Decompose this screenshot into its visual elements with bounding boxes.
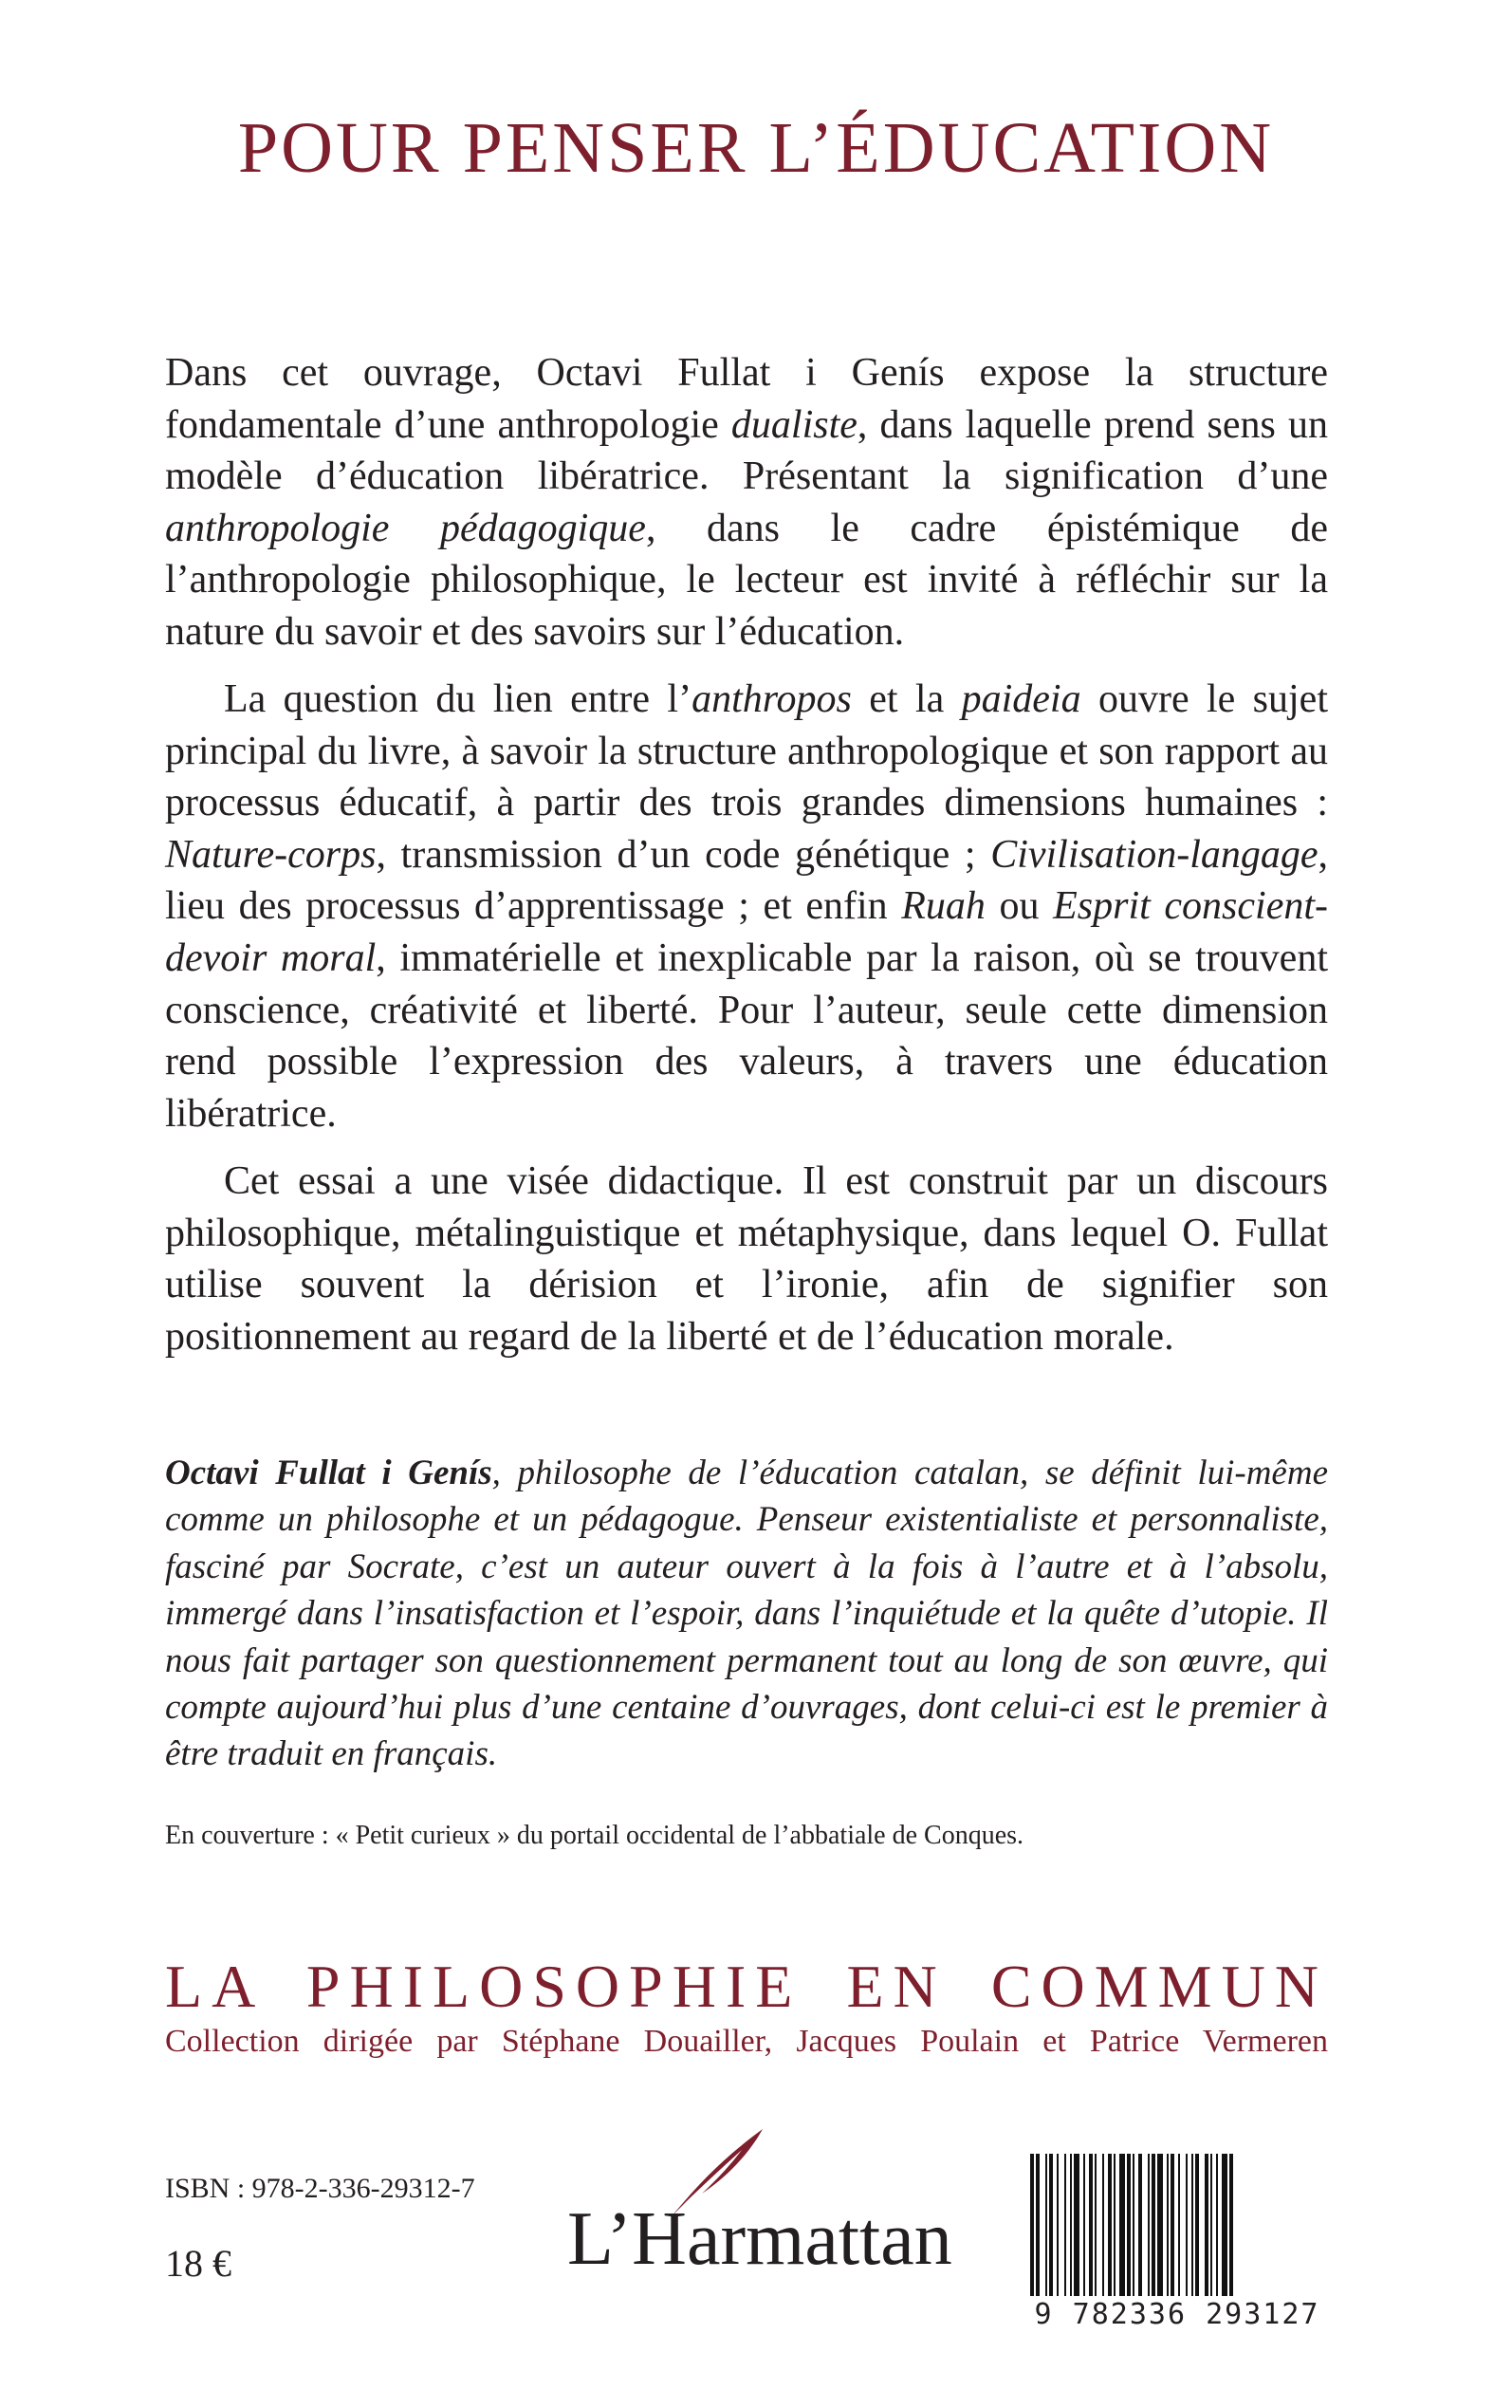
p2-run: Esprit conscient-devoir moral: [165, 884, 1328, 980]
author-name: Octavi Fullat i Genís: [165, 1454, 492, 1492]
author-bio-text: , philosophe de l’éducation catalan, se définit lui-même comme un philosophe et un pédagogue. Penseur existentialiste et personnaliste, fasciné par Socrate, c’est un auteur ouvert à la fois à l’autre et à l’absolu, immergé dans l’insatisfaction et l’espoir, dans l’inquiétude et la quête d’utopie. Il nous fait partager son questionnement permanent tout au long de son œuvre, qui compte aujourd’hui plus d’une centaine d’ouvrages, dont celui-ci est le premier à être traduit en français.: [165, 1454, 1328, 1774]
barcode-bar: [1114, 2154, 1116, 2296]
barcode-bar: [1127, 2154, 1131, 2296]
p2-run: Ruah: [901, 884, 986, 929]
barcode-digits: 9 782336 293127: [1034, 2298, 1320, 2331]
barcode-bar: [1171, 2154, 1174, 2296]
summary-paragraph-3: [165, 1156, 1328, 1362]
summary-paragraph-2: [165, 674, 1328, 1139]
barcode-bar: [1229, 2154, 1233, 2296]
barcode-bar: [1210, 2154, 1212, 2296]
barcode-bar: [1138, 2154, 1142, 2296]
barcode-bar: [1191, 2154, 1193, 2296]
p2-run: La question du lien entre l’: [224, 677, 692, 721]
barcode-bar: [1222, 2154, 1227, 2296]
p2-run: et la: [851, 677, 962, 721]
barcode-bar: [1064, 2154, 1066, 2296]
barcode-bar: [1195, 2154, 1199, 2296]
barcode-bar: [1102, 2154, 1104, 2296]
p1-run: dualiste: [730, 402, 857, 447]
p2-run: , lieu des processus d’apprentissage ; et enfin: [165, 832, 1328, 929]
p1-run: Dans cet ouvrage, Octavi Fullat i Genís expose la structure fondamentale d’une anthropologie: [165, 351, 1328, 447]
p2-run: ou: [985, 884, 1054, 929]
barcode-bar: [1030, 2154, 1034, 2296]
barcode-bar: [1108, 2154, 1112, 2296]
barcode-bar: [1057, 2154, 1059, 2296]
p3-run: Cet essai a une visée didactique. Il est construit par un discours philosophique, métalinguistique et métaphysique, dans lequel O. Fullat utilise souvent la dérision et l’ironie, afin de signifier son positionnement au regard de la liberté et de l’éducation morale.: [165, 1159, 1328, 1359]
author-bio: [165, 1450, 1328, 1778]
barcode-bar: [1119, 2154, 1125, 2296]
barcode-bar: [1045, 2154, 1047, 2296]
barcode-bar: [1095, 2154, 1097, 2296]
p2-run: , transmission d’un code génétique ;: [376, 832, 991, 877]
barcode-bar: [1148, 2154, 1150, 2296]
cover-credit: En couverture : « Petit curieux » du portail occidental de l’abbatiale de Conques.: [165, 1821, 1024, 1850]
barcode-bar: [1205, 2154, 1208, 2296]
barcode-bar: [1070, 2154, 1072, 2296]
p1-run: , dans le cadre épistémique de l’anthropologie philosophique, le lecteur est invité à réfléchir sur la nature du savoir et des savoirs sur l’éducation.: [165, 506, 1329, 654]
publisher-logo: L’Harmattan: [567, 2197, 952, 2281]
collection-directors: Collection dirigée par Stéphane Douailler, Jacques Poulain et Patrice Vermeren: [165, 2024, 1328, 2059]
barcode-bar: [1049, 2154, 1053, 2296]
barcode-bar: [1036, 2154, 1040, 2296]
barcode-bar: [1133, 2154, 1134, 2296]
barcode-bar: [1152, 2154, 1155, 2296]
barcode-bar: [1074, 2154, 1079, 2296]
collection-title: LA PHILOSOPHIE EN COMMUN: [165, 1953, 1328, 2020]
p2-run: , immatérielle et inexplicable par la raison, où se trouvent conscience, créativité et liberté. Pour l’auteur, seule cette dimension rend possible l’expression des valeurs, à travers une éducation libératrice.: [165, 935, 1328, 1136]
p2-run: paideia: [961, 677, 1081, 721]
isbn: ISBN : 978-2-336-29312-7: [165, 2173, 475, 2204]
barcode-bar: [1089, 2154, 1093, 2296]
book-title: POUR PENSER L’ÉDUCATION: [237, 108, 1275, 188]
barcode-bar: [1157, 2154, 1163, 2296]
barcode: [1026, 2154, 1328, 2296]
barcode-bar: [1216, 2154, 1218, 2296]
price: 18 €: [165, 2242, 231, 2285]
p2-run: Nature-corps: [165, 832, 377, 877]
barcode-bar: [1167, 2154, 1169, 2296]
p2-run: ouvre le sujet principal du livre, à savoir la structure anthropologique et son rapport au processus éducatif, à partir des trois grandes dimensions humaines :: [165, 677, 1328, 825]
barcode-bar: [1186, 2154, 1188, 2296]
barcode-bar: [1178, 2154, 1180, 2296]
p2-run: Civilisation-langage: [990, 832, 1318, 877]
p1-run: , dans laquelle prend sens un modèle d’éducation libératrice. Présentant la signification d’une: [165, 402, 1328, 499]
p2-run: anthropos: [691, 677, 852, 721]
summary-paragraph-1: [165, 347, 1328, 658]
p1-run: anthropologie pédagogique: [165, 506, 646, 550]
barcode-bar: [1083, 2154, 1085, 2296]
